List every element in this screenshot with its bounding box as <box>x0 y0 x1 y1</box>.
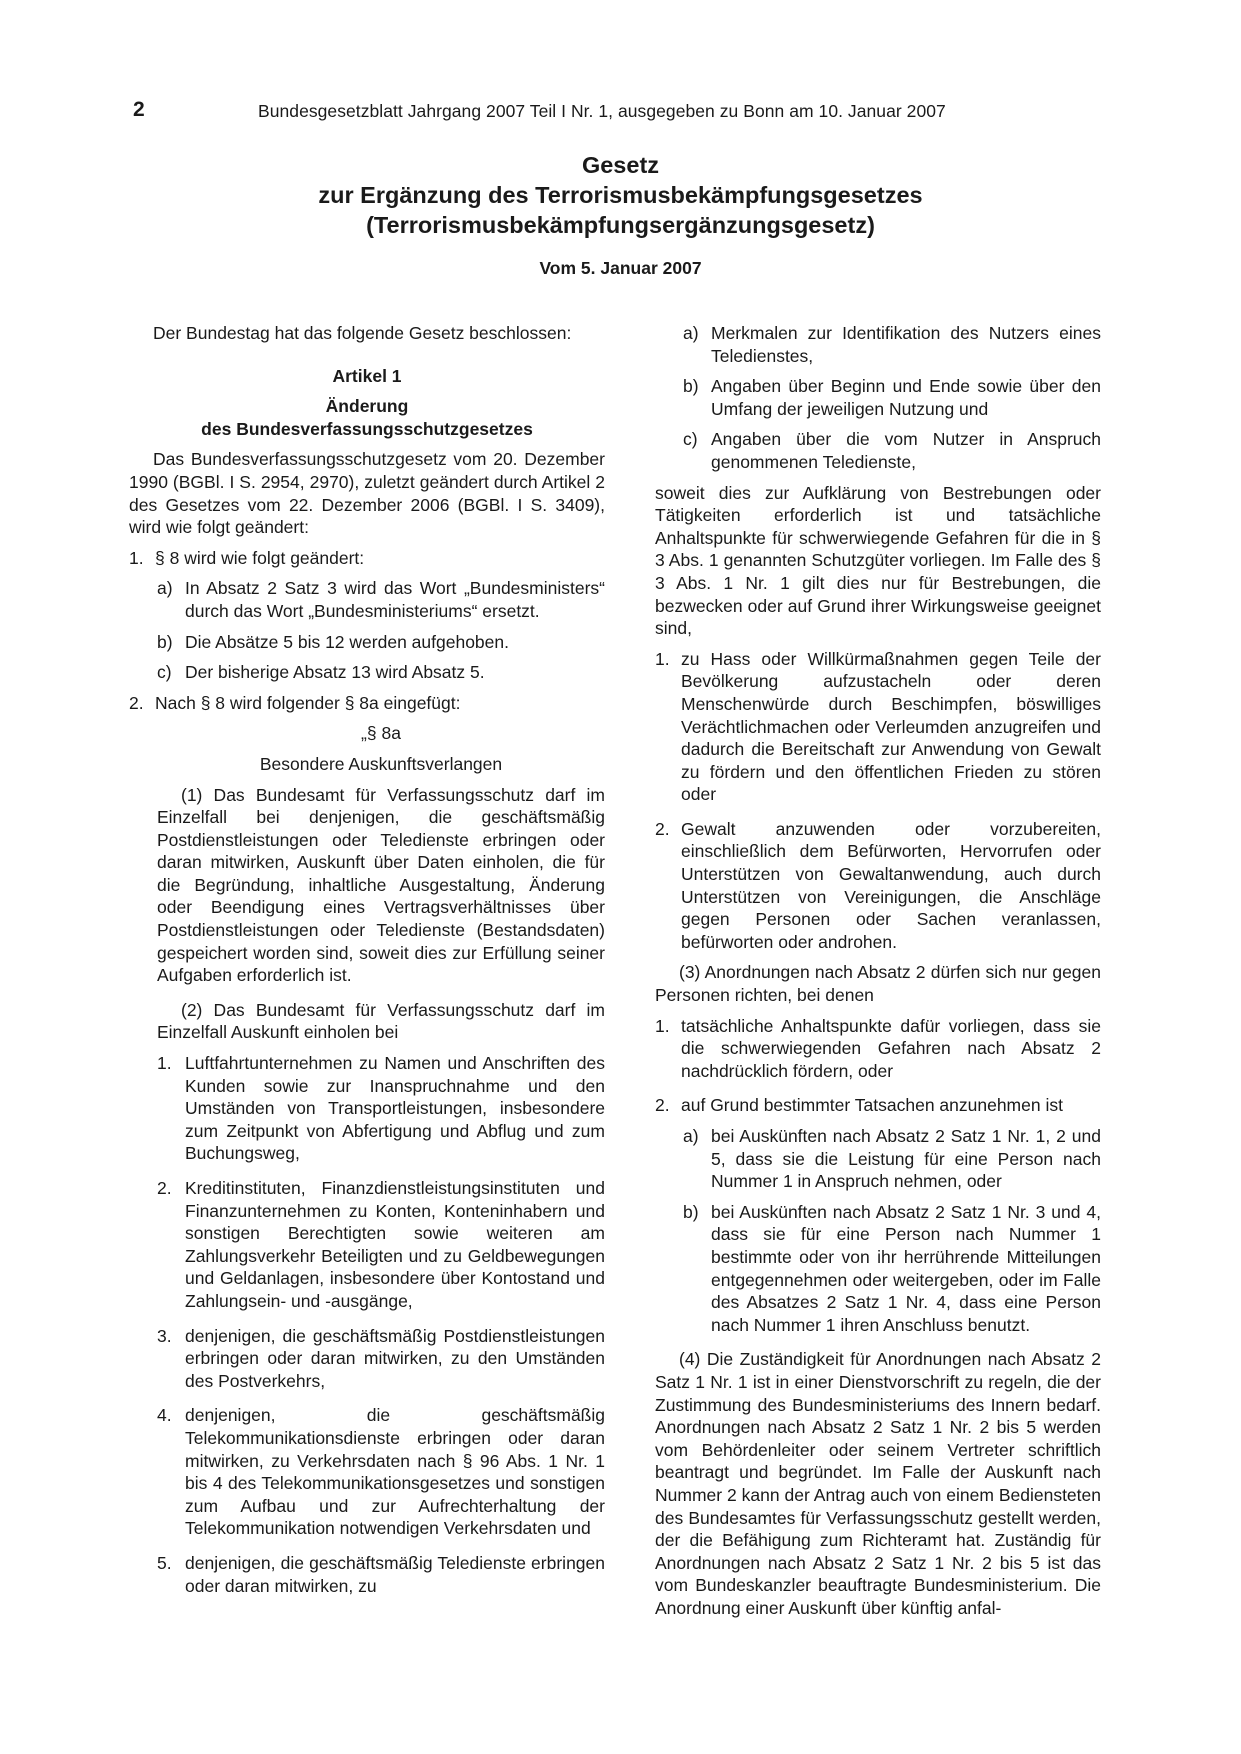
left-column <box>129 322 605 1597</box>
list-text: auf Grund bestimmter Tatsachen anzunehmen ist <box>681 1095 1063 1116</box>
list-text: denjenigen, die geschäftsmäßig Telekommunikationsdienste erbringen oder daran mitwirken, zu Verkehrsdaten nach § 96 Abs. 1 Nr. 1 bis 4 des Telekommunikationsgesetzes und sonstigen zum Aufbau und zur Aufrechterhaltung der Telekommunikation notwendigen Verkehrsdaten und <box>185 1405 605 1539</box>
sub-letter: b) <box>683 376 699 397</box>
continuation-text: soweit dies zur Aufklärung von Bestrebungen oder Tätigkeiten erforderlich ist und tatsächliche Anhaltspunkte für schwerwiegende Gefahren für die in § 3 Abs. 1 genannten Schutzgüter vorliegen. Im Falle des § 3 Abs. 1 Nr. 1 gilt dies nur für Bestrebungen, die bezwecken oder auf Grund ihrer Wirkungsweise geeignet sind, <box>655 482 1101 639</box>
article-subtitle-1: Änderung <box>325 396 409 417</box>
right-column <box>655 322 1101 1619</box>
list-text: Kreditinstituten, Finanzdienstleistungsinstituten und Finanzunternehmen zu Konten, Konteninhabern und sonstigen Berechtigten sowie weiteren am Zahlungsverkehr Beteiligten und zu Geldbewegungen und Geldanlagen, insbesondere über Kontostand und Zahlungsein- und -ausgänge, <box>185 1178 605 1311</box>
paragraph-3: (3) Anordnungen nach Absatz 2 dürfen sich nur gegen Personen richten, bei denen <box>655 962 1101 1006</box>
sub-letter: c) <box>683 429 698 450</box>
list-number: 5. <box>157 1552 172 1573</box>
amendment-sub-b <box>129 631 605 654</box>
article-intro: Das Bundesverfassungsschutzgesetz vom 20. Dezember 1990 (BGBl. I S. 2954, 2970), zuletzt geändert durch Artikel 2 des Gesetzes vom 22. Dezember 2006 (BGBl. I S. 3409), wird wie folgt geändert: <box>129 449 605 538</box>
sub-letter: a) <box>683 1126 699 1146</box>
list-item <box>129 1052 605 1165</box>
list-number: 3. <box>157 1325 172 1346</box>
list-item <box>129 1404 605 1540</box>
paragraph-4: (4) Die Zuständigkeit für Anordnungen nach Absatz 2 Satz 1 Nr. 1 ist in einer Dienstvorschrift zu regeln, die der Zustimmung des Bundesministeriums des Innern bedarf. Anordnungen nach Absatz 2 Satz 1 Nr. 2 bis 5 werden vom Behördenleiter oder seinem Vertreter schriftlich beantragt und begründet. Im Falle der Auskunft nach Nummer 2 kann der Antrag auch von einem Bediensteten des Bundesamtes für Verfassungsschutz gestellt werden, der die Befähigung zum Richteramt hat. Zuständig für Anordnungen nach Absatz 2 Satz 1 Nr. 2 bis 5 ist das vom Bundeskanzler beauftragte Bundesministerium. Die Anordnung einer Auskunft über künftig anfal- <box>655 1349 1101 1618</box>
list-text: zu Hass oder Willkürmaßnahmen gegen Teile der Bevölkerung aufzustacheln oder deren Menschenwürde durch Beschimpfen, böswilliges Verächtlichmachen oder Verleumden anzugreifen und dadurch die Bereitschaft zur Anwendung von Gewalt zu fördern und den öffentlichen Frieden zu stören oder <box>681 648 1101 805</box>
list-item <box>655 818 1101 954</box>
law-title <box>0 150 1241 240</box>
title-line-3: (Terrorismusbekämpfungsergänzungsgesetz) <box>366 212 875 238</box>
amendment-item-1-number: 1. <box>129 547 144 568</box>
enactment-clause: Der Bundestag hat das folgende Gesetz beschlossen: <box>153 323 572 343</box>
sub-letter: b) <box>683 1201 699 1222</box>
amendment-item-1 <box>129 547 605 570</box>
page-number: 2 <box>133 98 145 121</box>
sub-text: Angaben über Beginn und Ende sowie über den Umfang der jeweiligen Nutzung und <box>711 376 1101 419</box>
sub-letter: b) <box>157 631 173 652</box>
article-heading: Artikel 1 <box>332 365 402 386</box>
list-item <box>129 1325 605 1393</box>
list-number: 2. <box>157 1178 172 1198</box>
list-item <box>655 1094 1101 1117</box>
amendment-item-2-text: Nach § 8 wird folgender § 8a eingefügt: <box>155 692 461 713</box>
list-item <box>129 1177 605 1313</box>
list-text: Luftfahrtunternehmen zu Namen und Anschriften des Kunden sowie zur Inanspruchnahme und den Umständen von Transportleistungen, insbesondere zum Zeitpunkt von Abfertigung und Abflug und zum Buchungsweg, <box>185 1053 605 1164</box>
sub-text: Merkmalen zur Identifikation des Nutzers eines Teledienstes, <box>711 323 1101 366</box>
paragraph-2: (2) Das Bundesamt für Verfassungsschutz darf im Einzelfall Auskunft einholen bei <box>157 999 605 1043</box>
sub-text: Die Absätze 5 bis 12 werden aufgehoben. <box>185 631 509 652</box>
sub-text: bei Auskünften nach Absatz 2 Satz 1 Nr. 3 und 4, dass sie für eine Person nach Nummer 1 bestimmte oder von ihr herrührende Mitteilungen entgegennehmen oder weitergeben, oder im Falle des Absatzes 2 Satz 1 Nr. 4, dass eine Person nach Nummer 1 ihren Anschluss benutzt. <box>711 1201 1101 1335</box>
title-line-2: zur Ergänzung des Terrorismusbekämpfungsgesetzes <box>318 182 923 208</box>
list-number: 1. <box>157 1053 172 1074</box>
title-line-1: Gesetz <box>581 152 660 178</box>
list-item <box>655 1201 1101 1337</box>
amendment-item-2-number: 2. <box>129 692 144 713</box>
list-number: 1. <box>655 648 670 669</box>
amendment-sub-c <box>129 661 605 684</box>
list-item <box>655 322 1101 367</box>
sub-letter: a) <box>683 323 699 343</box>
list-item <box>655 1015 1101 1083</box>
article-subtitle-2: des Bundesverfassungsschutzgesetzes <box>201 418 533 439</box>
list-number: 4. <box>157 1405 172 1426</box>
sub-text: In Absatz 2 Satz 3 wird das Wort „Bundesministers“ durch das Wort „Bundesministeriums“ ersetzt. <box>185 578 605 621</box>
amendment-item-1-text: § 8 wird wie folgt geändert: <box>155 547 365 568</box>
sub-text: bei Auskünften nach Absatz 2 Satz 1 Nr. 1, 2 und 5, dass sie die Leistung für eine Person nach Nummer 1 in Anspruch nehmen, oder <box>711 1126 1101 1192</box>
sub-letter: c) <box>157 662 172 683</box>
list-text: tatsächliche Anhaltspunkte dafür vorliegen, dass sie die schwerwiegenden Gefahren nach Absatz 2 nachdrücklich fördern, oder <box>681 1015 1101 1081</box>
paragraph-1: (1) Das Bundesamt für Verfassungsschutz darf im Einzelfall bei denjenigen, die geschäftsmäßig Postdienstleistungen oder Teledienste erbringen oder daran mitwirken, Auskunft über Daten einholen, die für die Begründung, inhaltliche Ausgestaltung, Änderung oder Beendigung eines Vertragsverhältnisses über Postdienstleistungen oder Teledienste (Bestandsdaten) gespeichert worden sind, soweit dies zur Erfüllung seiner Aufgaben erforderlich ist. <box>157 784 605 986</box>
list-number: 1. <box>655 1015 670 1036</box>
list-item <box>655 375 1101 420</box>
list-text: Gewalt anzuwenden oder vorzubereiten, einschließlich dem Befürworten, Hervorrufen oder Unterstützen von Gewaltanwendung, auch durch Unterstützen von Vereinigungen, die Anschläge gegen Personen oder Sachen veranlassen, befürworten oder androhen. <box>681 818 1101 952</box>
amendment-sub-a <box>129 577 605 622</box>
sub-letter: a) <box>157 578 173 599</box>
section-title: Besondere Auskunftsverlangen <box>259 753 503 774</box>
amendment-item-2 <box>129 692 605 715</box>
running-header: Bundesgesetzblatt Jahrgang 2007 Teil I Nr. 1, ausgegeben zu Bonn am 10. Januar 2007 <box>258 101 946 121</box>
section-number: „§ 8a <box>361 723 401 744</box>
list-text: denjenigen, die geschäftsmäßig Postdienstleistungen erbringen oder daran mitwirken, zu den Umständen des Postverkehrs, <box>185 1325 605 1391</box>
list-number: 2. <box>655 1095 670 1116</box>
sub-text: Angaben über die vom Nutzer in Anspruch genommenen Teledienste, <box>711 429 1101 472</box>
list-text: denjenigen, die geschäftsmäßig Teledienste erbringen oder daran mitwirken, zu <box>185 1552 605 1596</box>
list-item <box>655 648 1101 806</box>
list-item <box>129 1552 605 1597</box>
law-date: Vom 5. Januar 2007 <box>539 258 702 278</box>
list-item <box>655 428 1101 473</box>
list-item <box>655 1125 1101 1193</box>
list-number: 2. <box>655 818 670 839</box>
sub-text: Der bisherige Absatz 13 wird Absatz 5. <box>185 662 485 683</box>
